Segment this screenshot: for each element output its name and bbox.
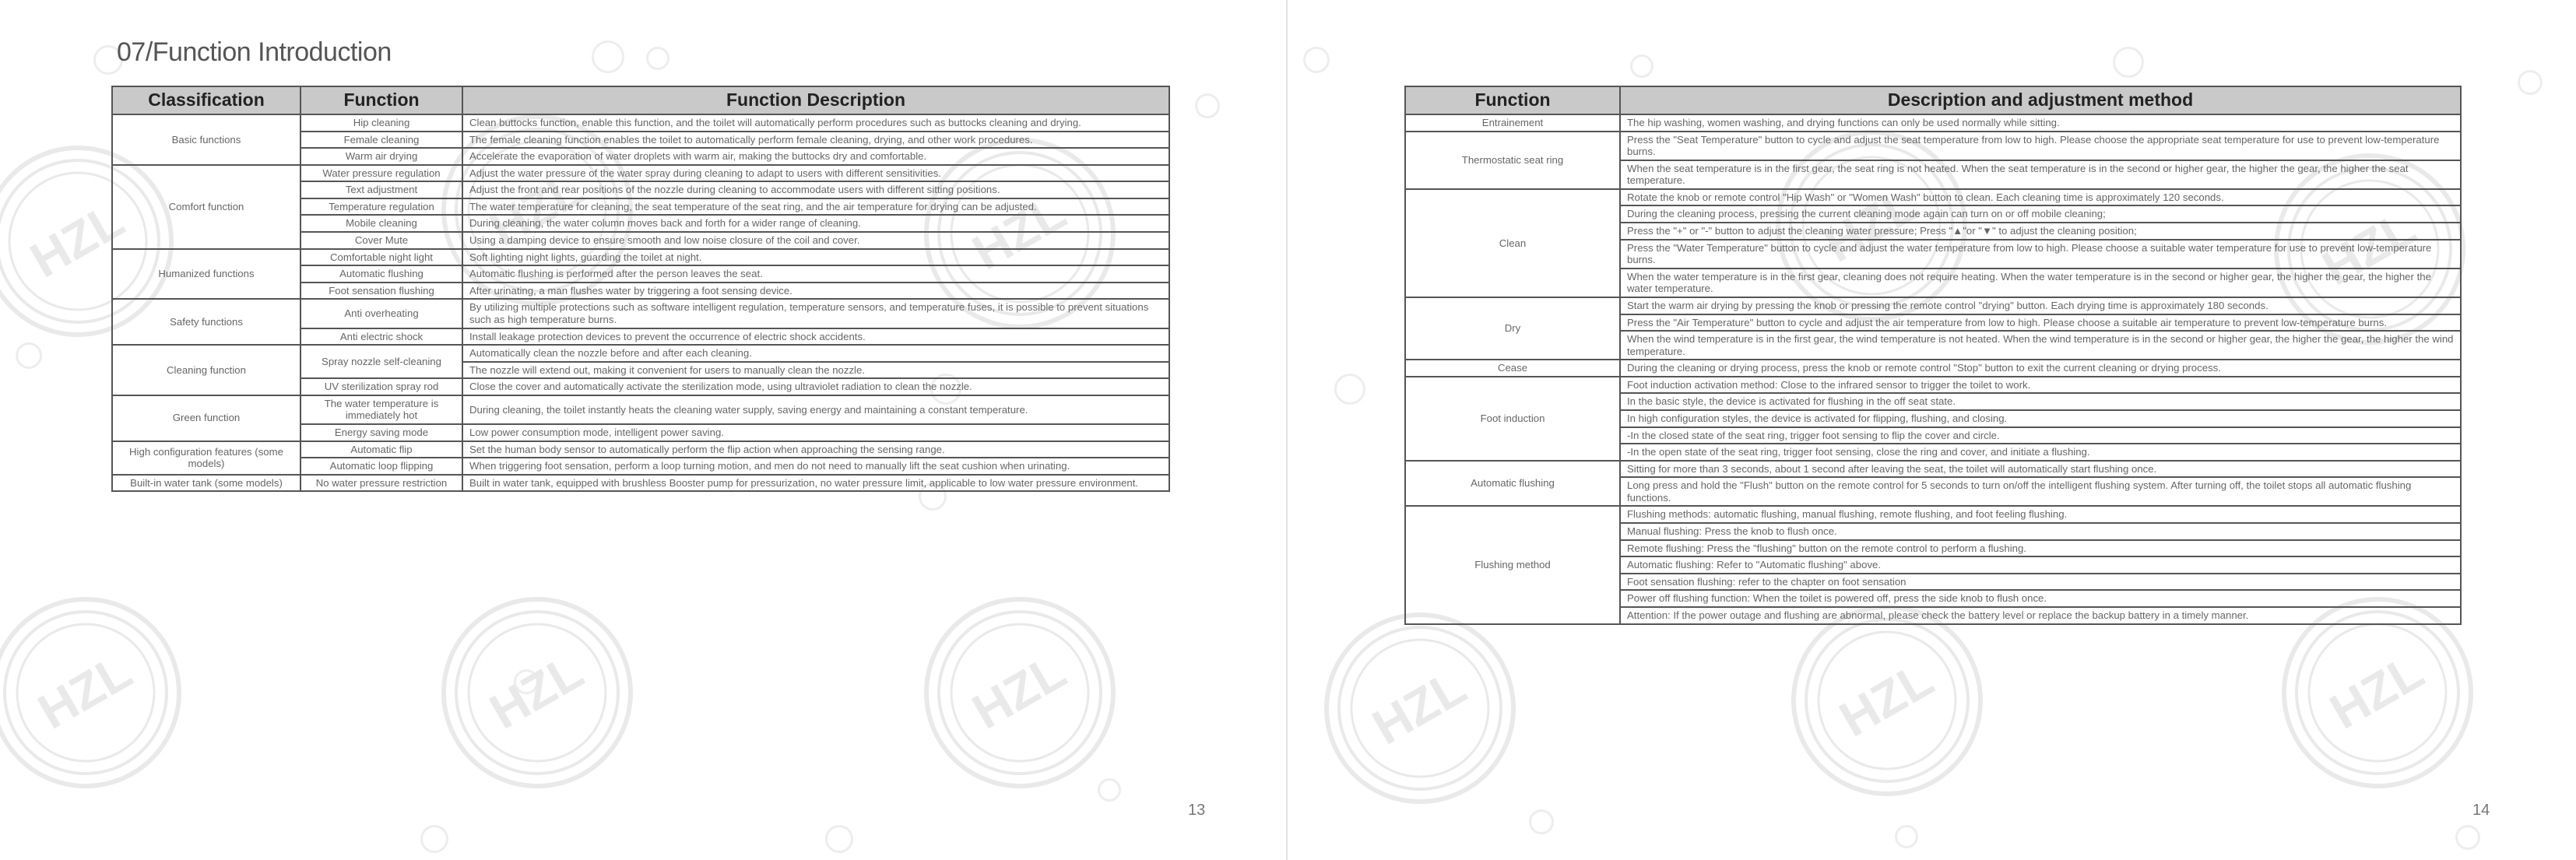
classification-cell: Safety functions [112, 299, 300, 345]
description-cell: Automatic flushing is performed after the person leaves the seat. [462, 265, 1169, 283]
header-description-adjustment: Description and adjustment method [1620, 86, 2461, 114]
description-cell: Low power consumption mode, intelligent power saving. [462, 424, 1169, 441]
table-row [112, 114, 1169, 132]
hzl-logo-icon [0, 591, 187, 794]
function-cell: Thermostatic seat ring [1405, 132, 1620, 189]
description-cell: -In the closed state of the seat ring, trigger foot sensing to flip the cover and circle. [1620, 427, 2461, 444]
description-cell: Automatic flushing: Refer to "Automatic flushing" above. [1620, 556, 2461, 574]
description-cell: Press the "+" or "-" button to adjust the cleaning water pressure; Press "▲"or "▼" to adjust the cleaning position; [1620, 223, 2461, 240]
description-cell: Foot induction activation method: Close to the infrared sensor to trigger the toilet to work. [1620, 377, 2461, 394]
description-cell: Install leakage protection devices to prevent the occurrence of electric shock accidents. [462, 328, 1169, 346]
table-row [112, 165, 1169, 182]
hzl-logo-icon [436, 591, 638, 794]
function-cell: Mobile cleaning [300, 215, 462, 232]
function-cell: Female cleaning [300, 132, 462, 149]
decorative-circle [1895, 825, 1918, 848]
function-cell: Automatic loop flipping [300, 458, 462, 475]
description-cell: Automatically clean the nozzle before and after each cleaning. [462, 345, 1169, 362]
table-row [1405, 114, 2461, 132]
header-function: Function [1405, 86, 1620, 114]
classification-cell: High configuration features (some models) [112, 441, 300, 475]
table-row [1405, 360, 2461, 377]
table-row [112, 299, 1169, 328]
function-cell: Spray nozzle self-cleaning [300, 345, 462, 378]
description-cell: When triggering foot sensation, perform a loop turning motion, and men do not need to manually lift the seat cushion when urinating. [462, 458, 1169, 475]
description-cell: In the basic style, the device is activated for flushing in the off seat state. [1620, 393, 2461, 410]
table-row [1405, 461, 2461, 478]
description-cell: The nozzle will extend out, making it convenient for users to manually clean the nozzle. [462, 362, 1169, 379]
description-cell: Press the "Seat Temperature" button to cycle and adjust the seat temperature from low to high. Please choose the appropriate seat temperature for use to prevent low-temperature burns. [1620, 132, 2461, 160]
page-number: 13 [1188, 802, 1206, 819]
decorative-circle [2113, 47, 2144, 78]
function-cell: Comfortable night light [300, 249, 462, 266]
description-cell: During the cleaning or drying process, press the knob or remote control "Stop" button to exit the current cleaning or drying process. [1620, 360, 2461, 377]
description-cell: During the cleaning process, pressing the current cleaning mode again can turn on or off mobile cleaning; [1620, 205, 2461, 223]
decorative-circle [1195, 93, 1220, 118]
description-cell: Rotate the knob or remote control "Hip Wash" or "Women Wash" button to clean. Each cleaning time is approximately 120 seconds. [1620, 189, 2461, 206]
description-cell: In high configuration styles, the device is activated for flipping, flushing, and closing. [1620, 410, 2461, 427]
function-cell: Dry [1405, 297, 1620, 360]
description-cell: Remote flushing: Press the "flushing" button on the remote control to perform a flushing. [1620, 540, 2461, 557]
svg-text:HZL: HZL [1363, 658, 1475, 756]
description-cell: When the water temperature is in the first gear, cleaning does not require heating. When the water temperature is in the second or higher gear, the higher the gear, the higher the water temperature. [1620, 269, 2461, 297]
function-cell: Flushing method [1405, 506, 1620, 623]
table-row [1405, 506, 2461, 523]
description-cell: Long press and hold the "Flush" button on the remote control for 5 seconds to turn on/off the intelligent flushing system. After turning off, the toilet stops all automatic flushing functions. [1620, 477, 2461, 506]
function-cell: Foot induction [1405, 377, 1620, 461]
table-row [112, 249, 1169, 266]
svg-text:HZL: HZL [29, 642, 141, 740]
svg-text:HZL: HZL [1815, 175, 1927, 273]
page-number: 14 [2472, 802, 2490, 819]
svg-text:HZL: HZL [1830, 650, 1942, 748]
description-cell: Flushing methods: automatic flushing, manual flushing, remote flushing, and foot feeling flushing. [1620, 506, 2461, 523]
description-cell: Power off flushing function: When the toilet is powered off, press the side knob to flush once. [1620, 590, 2461, 607]
decorative-circle [1334, 374, 1365, 405]
description-cell: During cleaning, the water column moves back and forth for a wider range of cleaning. [462, 215, 1169, 232]
description-cell: Attention: If the power outage and flushing are abnormal, please check the battery level or replace the backup battery in a timely manner. [1620, 607, 2461, 624]
function-cell: Energy saving mode [300, 424, 462, 441]
description-cell: By utilizing multiple protections such as software intelligent regulation, temperature sensors, and temperature fuses, it is possible to prevent situations such as high temperature burns. [462, 299, 1169, 328]
description-cell: Manual flushing: Press the knob to flush once. [1620, 523, 2461, 540]
table-header-row [1405, 86, 2461, 114]
description-cell: The hip washing, women washing, and drying functions can only be used normally while sitting. [1620, 114, 2461, 132]
decorative-circle [2455, 825, 2480, 850]
function-cell: Anti electric shock [300, 328, 462, 346]
description-cell: Press the "Water Temperature" button to cycle and adjust the water temperature from low to high. Please choose a suitable water temperature for use to prevent low-temperature burns. [1620, 240, 2461, 269]
function-cell: Automatic flushing [300, 265, 462, 283]
description-cell: Soft lighting night lights, guarding the toilet at night. [462, 249, 1169, 266]
table-row [1405, 377, 2461, 394]
description-cell: -In the open state of the seat ring, trigger foot sensing, close the ring and cover, and initiate a flushing. [1620, 444, 2461, 461]
classification-cell: Humanized functions [112, 249, 300, 300]
decorative-circle [646, 47, 669, 70]
table-row [1405, 189, 2461, 206]
description-cell: Start the warm air drying by pressing the knob or pressing the remote control "drying" button. Each drying time is approximately 180 seconds. [1620, 297, 2461, 314]
decorative-circle [16, 342, 42, 369]
function-cell: Clean [1405, 189, 1620, 297]
hzl-logo-icon [1319, 607, 1521, 809]
description-cell: Clean buttocks function, enable this function, and the toilet will automatically perform procedures such as buttocks cleaning and drying. [462, 114, 1169, 132]
table-row [112, 475, 1169, 492]
description-cell: Built in water tank, equipped with brushless Booster pump for pressurization, no water pressure limit, applicable to low water pressure environment. [462, 475, 1169, 492]
svg-text:HZL: HZL [480, 160, 592, 258]
function-cell: Foot sensation flushing [300, 283, 462, 300]
svg-text:HZL: HZL [963, 642, 1075, 740]
function-cell: The water temperature is immediately hot [300, 395, 462, 424]
header-classification: Classification [112, 86, 300, 114]
svg-text:HZL: HZL [21, 191, 133, 289]
hzl-logo-icon [1786, 599, 1988, 802]
decorative-circle [1529, 809, 1554, 834]
description-cell: When the seat temperature is in the first gear, the seat ring is not heated. When the seat temperature is in the second or higher gear, the higher the gear, the higher the seat temperature. [1620, 160, 2461, 189]
svg-text:HZL: HZL [2321, 642, 2433, 740]
decorative-circle [2518, 70, 2543, 95]
function-cell: Cease [1405, 360, 1620, 377]
header-function: Function [300, 86, 462, 114]
adjustment-method-table [1404, 86, 2462, 625]
svg-text:HZL: HZL [480, 642, 592, 740]
description-cell: The water temperature for cleaning, the seat temperature of the seat ring, and the air temperature for drying can be adjusted. [462, 198, 1169, 216]
adjustment-table-body [1405, 114, 2461, 624]
function-cell: UV sterilization spray rod [300, 378, 462, 395]
decorative-circle [825, 825, 853, 853]
left-page [0, 0, 1286, 860]
classification-cell: Green function [112, 395, 300, 441]
page-title: 07/Function Introduction [117, 37, 392, 67]
description-cell: Using a damping device to ensure smooth and low noise closure of the coil and cover. [462, 232, 1169, 249]
function-introduction-table [111, 86, 1170, 492]
function-table-body [112, 114, 1169, 491]
description-cell: Foot sensation flushing: refer to the chapter on foot sensation [1620, 574, 2461, 591]
classification-cell: Built-in water tank (some models) [112, 475, 300, 492]
description-cell: When the wind temperature is in the first gear, the wind temperature is not heated. When the wind temperature is in the second or higher gear, the higher the gear, the higher the wind temperature. [1620, 331, 2461, 360]
function-cell: Cover Mute [300, 232, 462, 249]
decorative-circle [592, 40, 624, 73]
table-header-row [112, 86, 1169, 114]
description-cell: Adjust the water pressure of the water spray during cleaning to adapt to users with different sensitivities. [462, 165, 1169, 182]
decorative-circle [514, 669, 539, 694]
decorative-circle [420, 825, 448, 853]
decorative-circle [1630, 54, 1653, 78]
description-cell: Accelerate the evaporation of water droplets with warm air, making the buttocks dry and comfortable. [462, 148, 1169, 165]
description-cell: Press the "Air Temperature" button to cycle and adjust the air temperature from low to high. Please choose a suitable air temperature to prevent low-temperature burns. [1620, 314, 2461, 332]
table-row [1405, 132, 2461, 160]
function-cell: Entrainement [1405, 114, 1620, 132]
table-row [1405, 297, 2461, 314]
function-cell: Hip cleaning [300, 114, 462, 132]
description-cell: During cleaning, the toilet instantly heats the cleaning water supply, saving energy and maintaining a constant temperature. [462, 395, 1169, 424]
table-row [112, 441, 1169, 458]
decorative-circle [1303, 47, 1330, 73]
decorative-circle [1098, 778, 1121, 802]
classification-cell: Cleaning function [112, 345, 300, 395]
header-function-description: Function Description [462, 86, 1169, 114]
function-cell: Anti overheating [300, 299, 462, 328]
description-cell: Sitting for more than 3 seconds, about 1 second after leaving the seat, the toilet will automatically start flushing once. [1620, 461, 2461, 478]
function-cell: Automatic flushing [1405, 461, 1620, 507]
function-cell: Text adjustment [300, 181, 462, 198]
function-cell: Warm air drying [300, 148, 462, 165]
classification-cell: Basic functions [112, 114, 300, 165]
description-cell: Set the human body sensor to automatically perform the flip action when approaching the sensing range. [462, 441, 1169, 458]
description-cell: After urinating, a man flushes water by triggering a foot sensing device. [462, 283, 1169, 300]
table-row [112, 395, 1169, 424]
svg-text:HZL: HZL [963, 183, 1075, 281]
description-cell: Close the cover and automatically activate the sterilization mode, using ultraviolet radiation to clean the nozzle. [462, 378, 1169, 395]
hzl-logo-icon [919, 591, 1121, 794]
function-cell: Automatic flip [300, 441, 462, 458]
description-cell: Adjust the front and rear positions of the nozzle during cleaning to accommodate users with different sitting positions. [462, 181, 1169, 198]
classification-cell: Comfort function [112, 165, 300, 249]
function-cell: No water pressure restriction [300, 475, 462, 492]
svg-text:HZL: HZL [2313, 198, 2425, 297]
description-cell: The female cleaning function enables the toilet to automatically perform female cleaning, drying, and other work procedures. [462, 132, 1169, 149]
function-cell: Water pressure regulation [300, 165, 462, 182]
table-row [112, 345, 1169, 362]
function-cell: Temperature regulation [300, 198, 462, 216]
